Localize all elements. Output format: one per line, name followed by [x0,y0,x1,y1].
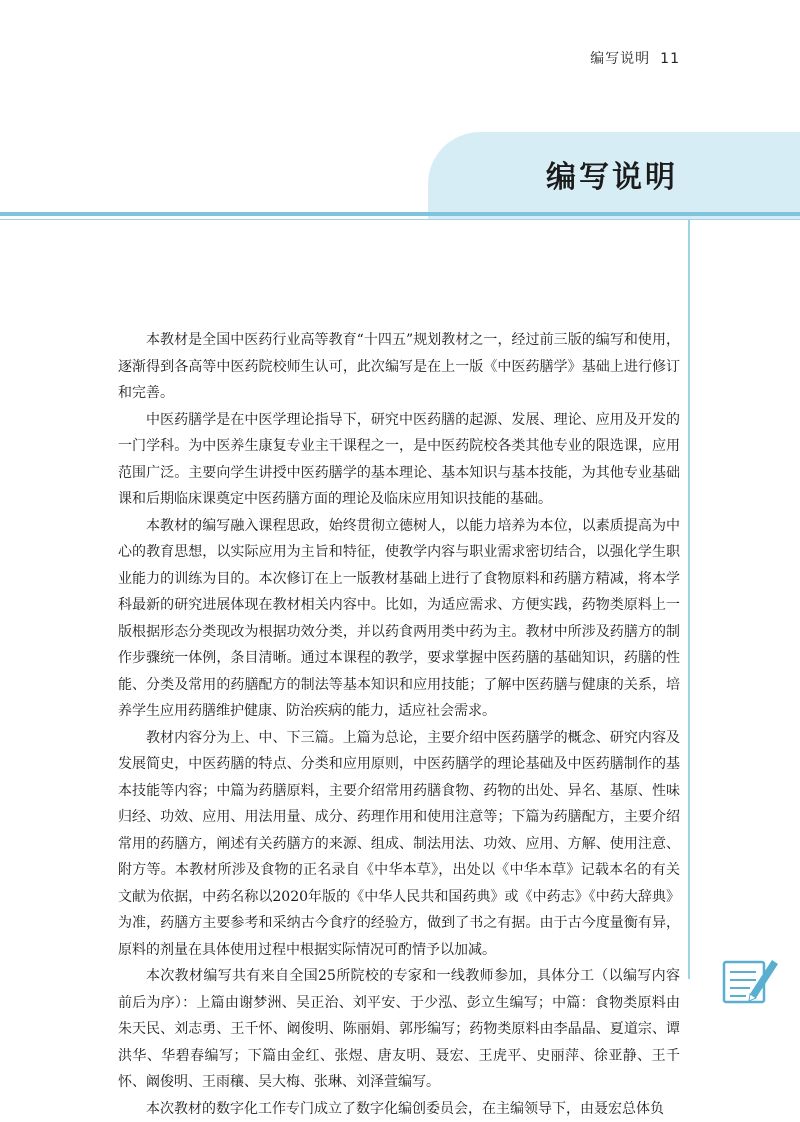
paragraph: 本教材的编写融入课程思政，始终贯彻立德树人，以能力培养为本位，以素质提高为中心的教育思想，以实际应用为主旨和特征，使教学内容与职业需求密切结合，以强化学生职业能力的训练为目的。本次修订在上一版教材基础上进行了食物原料和药膳方精减，将本学科最新的研究进展体现在教材相关内容中。比如，为适应需求、方便实践，药物类原料上一版根据形态分类现改为根据功效分类，并以药食两用类中药为主。教材中所涉及药膳方的制作步骤统一体例，条目清晰。通过本课程的教学，要求掌握中医药膳的基础知识，药膳的性能、分类及常用的药膳配方的制法等基本知识和应用技能；了解中医药膳与健康的关系，培养学生应用药膳维护健康、防治疾病的能力，适应社会需求。 [118,513,680,725]
paragraph: 教材内容分为上、中、下三篇。上篇为总论，主要介绍中医药膳学的概念、研究内容及发展简史，中医药膳的特点、分类和应用原则，中医药膳学的理论基础及中医药膳制作的基本技能等内容；中篇为药膳原料，主要介绍常用药膳食物、药物的出处、异名、基原、性味归经、功效、应用、用法用量、成分、药理作用和使用注意等；下篇为药膳配方，主要介绍常用的药膳方，阐述有关药膳方的来源、组成、制法用法、功效、应用、方解、使用注意、附方等。本教材所涉及食物的正名录自《中华本草》，出处以《中华本草》记载本名的有关文献为依据，中药名称以2020年版的《中华人民共和国药典》或《中药志》《中药大辞典》为准，药膳方主要参考和采纳古今食疗的经验方，做到了书之有据。由于古今度量衡有异，原料的剂量在具体使用过程中根据实际情况可酌情予以加减。 [118,725,680,964]
body-text [118,327,680,1122]
header-rule-thin [0,219,800,220]
paragraph: 本次教材的数字化工作专门成立了数字化编创委员会，在主编领导下，由聂宏总体负 [118,1096,680,1122]
paragraph: 本次教材编写共有来自全国25所院校的专家和一线教师参加，具体分工（以编写内容前后为序）：上篇由谢梦洲、吴正治、刘平安、于少泓、彭立生编写；中篇：食物类原料由朱天民、刘志勇、王千怀、阚俊明、陈丽娟、郭彤编写；药物类原料由李晶晶、夏道宗、谭洪华、华碧春编写；下篇由金红、张煜、唐友明、聂宏、王虎平、史丽萍、徐亚静、王千怀、阚俊明、王雨穰、吴大梅、张琳、刘泽萱编写。 [118,963,680,1096]
header-rule [0,212,800,216]
paragraph: 中医药膳学是在中医学理论指导下，研究中医药膳的起源、发展、理论、应用及开发的一门学科。为中医养生康复专业主干课程之一，是中医药院校各类其他专业的限选课，应用范围广泛。主要向学生讲授中医药膳学的基本理论、基本知识与基本技能，为其他专业基础课和后期临床课奠定中医药膳方面的理论及临床应用知识技能的基础。 [118,407,680,513]
notepad-pencil-icon [720,950,780,1010]
running-header-section: 编写说明 [590,51,650,67]
margin-rule [688,219,690,979]
running-header [590,48,680,68]
paragraph: 本教材是全国中医药行业高等教育“十四五”规划教材之一，经过前三版的编写和使用，逐渐得到各高等中医药院校师生认可，此次编写是在上一版《中医药膳学》基础上进行修订和完善。 [118,327,680,407]
page-number: 11 [660,51,680,67]
page-title: 编写说明 [546,152,678,196]
